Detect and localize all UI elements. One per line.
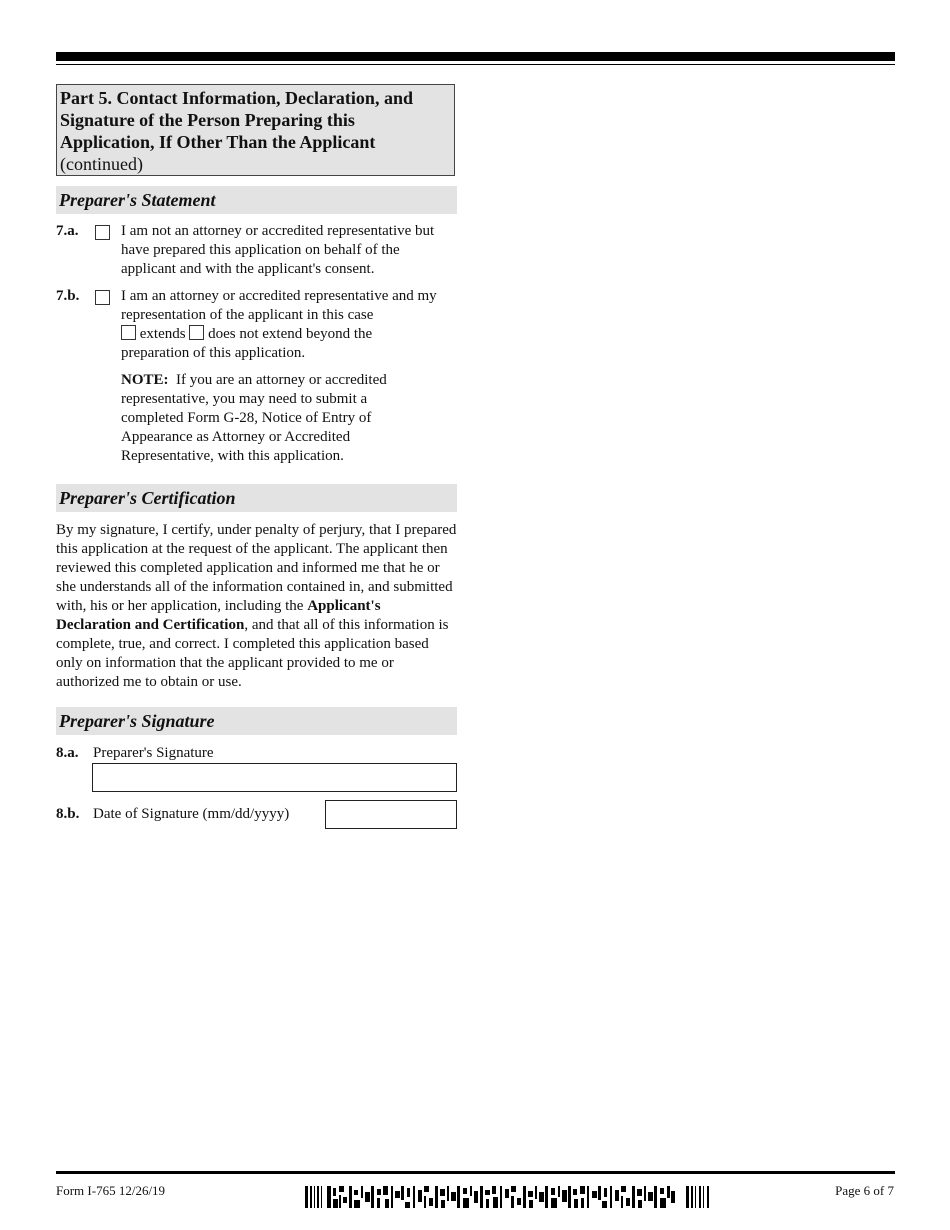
item-8b-label: Date of Signature (mm/dd/yyyy) (93, 806, 290, 822)
item-7b-number: 7.b. (56, 288, 80, 304)
does-not-extend-label: does not extend beyond the preparation of this application. (121, 326, 373, 361)
item-7b-checkbox[interactable] (95, 290, 110, 305)
item-7a-checkbox[interactable] (95, 225, 110, 240)
item-7b-text-part1: I am an attorney or accredited representative and my representation of the applicant in this case (121, 288, 437, 323)
extends-checkbox[interactable] (121, 325, 136, 340)
part-title: Part 5. Contact Information, Declaration, and Signature of the Person Preparing this Application, If Other Than the Applicant (60, 88, 413, 152)
note-label: NOTE: (121, 372, 169, 388)
item-7b-text (121, 287, 441, 363)
does-not-extend-checkbox[interactable] (189, 325, 204, 340)
page-number: Page 6 of 7 (835, 1183, 894, 1198)
certification-text-after: , and that all of this information is complete, true, and correct. I completed this application based only on information that the applicant provided to me or authorized me to obtain or use. (56, 617, 449, 690)
item-8a-number: 8.a. (56, 745, 79, 761)
preparer-signature-field[interactable] (92, 763, 457, 792)
statement-section-title: Preparer's Statement (56, 186, 457, 214)
extends-label: extends (139, 326, 186, 342)
part-5-header (56, 84, 455, 176)
item-8b-number: 8.b. (56, 806, 80, 822)
part-continued: (continued) (60, 154, 143, 174)
top-rule-thin (56, 64, 895, 65)
note-block (121, 371, 421, 466)
form-id: Form I-765 12/26/19 (56, 1183, 166, 1198)
item-7a-number: 7.a. (56, 223, 79, 239)
signature-date-field[interactable] (325, 800, 457, 829)
item-8a-label: Preparer's Signature (93, 745, 214, 761)
certification-text-bold: Applicant's Declaration and Certification (56, 598, 381, 633)
signature-section-title: Preparer's Signature (56, 707, 457, 735)
certification-text-before: By my signature, I certify, under penalty of perjury, that I prepared this application at the request of the applicant. The applicant then reviewed this completed application and informed me that he or she understands all of the information contained in, and submitted with, his or her application, including the (56, 522, 457, 614)
certification-text (56, 521, 457, 692)
note-text: If you are an attorney or accredited representative, you may need to submit a completed Form G-28, Notice of Entry of Appearance as Attorney or Accredited Representative, with this application. (121, 372, 387, 464)
certification-section-title: Preparer's Certification (56, 484, 457, 512)
barcode-icon (305, 1186, 711, 1208)
item-7a-text: I am not an attorney or accredited representative but have prepared this application on behalf of the applicant and with the applicant's consent. (121, 223, 435, 277)
bottom-rule (56, 1171, 895, 1174)
top-rule-thick (56, 52, 895, 61)
